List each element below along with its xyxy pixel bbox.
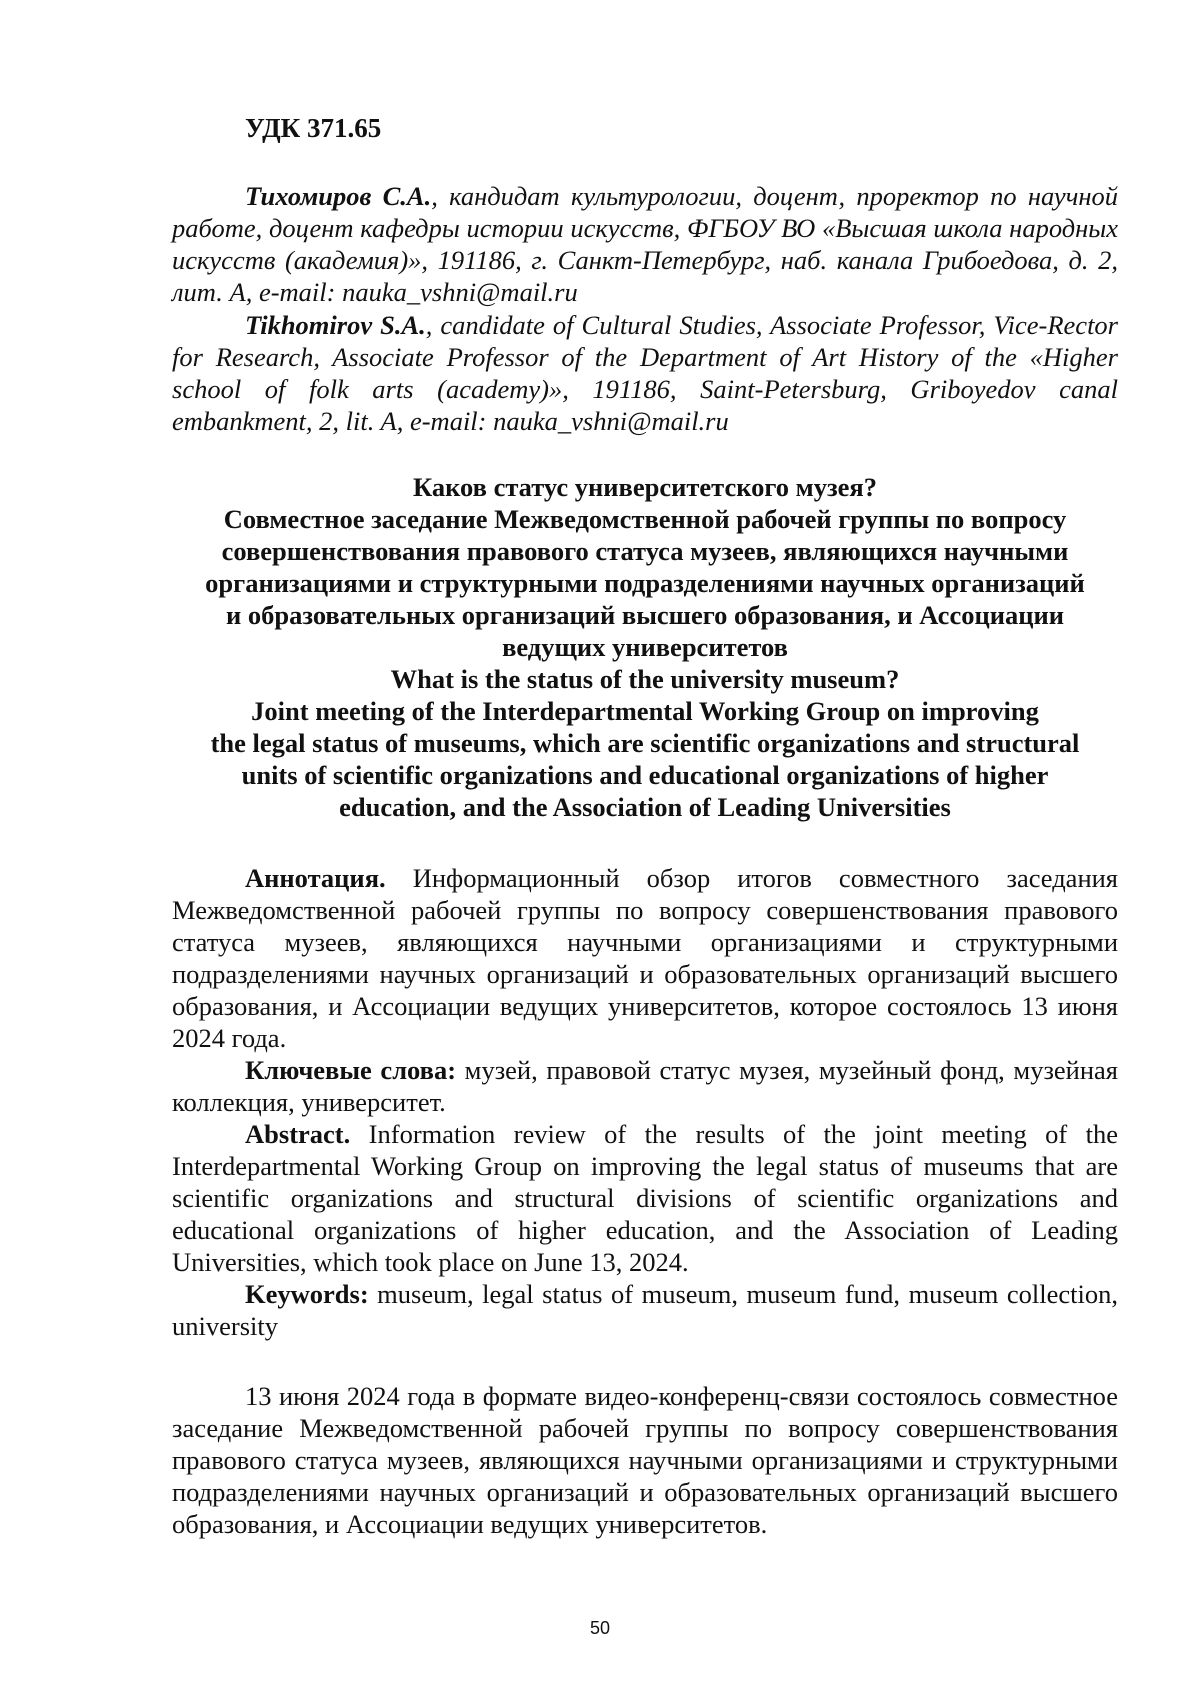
body-paragraph: 13 июня 2024 года в формате видео-конференц-связи состоялось совместное заседание Межведомственной рабочей группы по вопросу совершенствования правового статуса музеев, являющихся научными организациями и структурными подразделениями научных организаций и образовательных организаций высшего образования, и Ассоциации ведущих университетов.: [172, 1381, 1118, 1539]
keywords-en-label: Keywords:: [245, 1279, 369, 1309]
body-section: [172, 1380, 1118, 1540]
keywords-ru-text: музей, правовой статус музея, музейный фонд, музейная коллекция, университет.: [172, 1055, 1118, 1117]
title-ru-line: Совместное заседание Межведомственной рабочей группы по вопросу: [223, 504, 1067, 534]
author-name-en: Tikhomirov S.A.: [245, 310, 426, 340]
title-ru-line: организациями и структурными подразделениями научных организаций: [205, 568, 1085, 598]
abstracts-section: [172, 862, 1118, 1342]
author-info-en: [172, 309, 1118, 437]
title-ru-line: ведущих университетов: [502, 632, 788, 662]
keywords-en: [172, 1278, 1118, 1342]
title-en-line: education, and the Association of Leading Universities: [339, 792, 951, 822]
page-number: 50: [589, 1618, 611, 1638]
author-paragraph-en: [172, 309, 1118, 437]
abstract-ru: [172, 862, 1118, 1054]
author-details-ru: , кандидат культурологии, доцент, проректор по научной работе, доцент кафедры истории искусств, ФГБОУ ВО «Высшая школа народных искусств (академия)», 191186, г. Санкт-Петербург, наб. канала Грибоедова, д. 2, лит. А, e-mail: nauka_vshni@mail.ru: [172, 181, 1118, 307]
author-info-ru: [172, 180, 1118, 308]
keywords-en-text: museum, legal status of museum, museum fund, museum collection, university: [172, 1279, 1118, 1341]
keywords-ru: [172, 1054, 1118, 1118]
title-en-line: Joint meeting of the Interdepartmental Working Group on improving: [251, 696, 1039, 726]
title-ru-line: Каков статус университетского музея?: [413, 472, 877, 502]
title-en-line: units of scientific organizations and educational organizations of higher: [241, 760, 1049, 790]
abstract-en-label: Abstract.: [245, 1119, 351, 1149]
abstract-en: [172, 1118, 1118, 1278]
title-ru-line: совершенствования правового статуса музеев, являющихся научными: [221, 536, 1069, 566]
article-titles: [172, 471, 1118, 823]
abstract-ru-text: Информационный обзор итогов совместного заседания Межведомственной рабочей группы по вопросу совершенствования правового статуса музеев, являющихся научными организациями и структурными подразделениями научных организаций и образовательных организаций высшего образования, и Ассоциации ведущих университетов, которое состоялось 13 июня 2024 года.: [172, 863, 1118, 1053]
author-paragraph-ru: [172, 180, 1118, 308]
keywords-ru-label: Ключевые слова:: [245, 1055, 457, 1085]
title-ru-line: и образовательных организаций высшего образования, и Ассоциации: [225, 600, 1065, 630]
title-en-line: What is the status of the university museum?: [390, 664, 900, 694]
author-name-ru: Тихомиров С.А.: [245, 181, 432, 211]
title-en-line: the legal status of museums, which are scientific organizations and structural: [210, 728, 1080, 758]
abstract-ru-label: Аннотация.: [245, 863, 386, 893]
udk-code: УДК 371.65: [245, 113, 382, 143]
abstract-en-text: Information review of the results of the joint meeting of the Interdepartmental Working Group on improving the legal status of museums that are scientific organizations and structural divisions of scientific organizations and educational organizations of higher education, and the Association of Leading Universities, which took place on June 13, 2024.: [172, 1119, 1118, 1277]
author-details-en: , candidate of Cultural Studies, Associate Professor, Vice-Rector for Research, Associate Professor of the Department of Art History of the «Higher school of folk arts (academy)», 191186, Saint-Petersburg, Griboyedov canal embankment, 2, lit. A, e-mail: nauka_vshni@mail.ru: [172, 310, 1118, 436]
